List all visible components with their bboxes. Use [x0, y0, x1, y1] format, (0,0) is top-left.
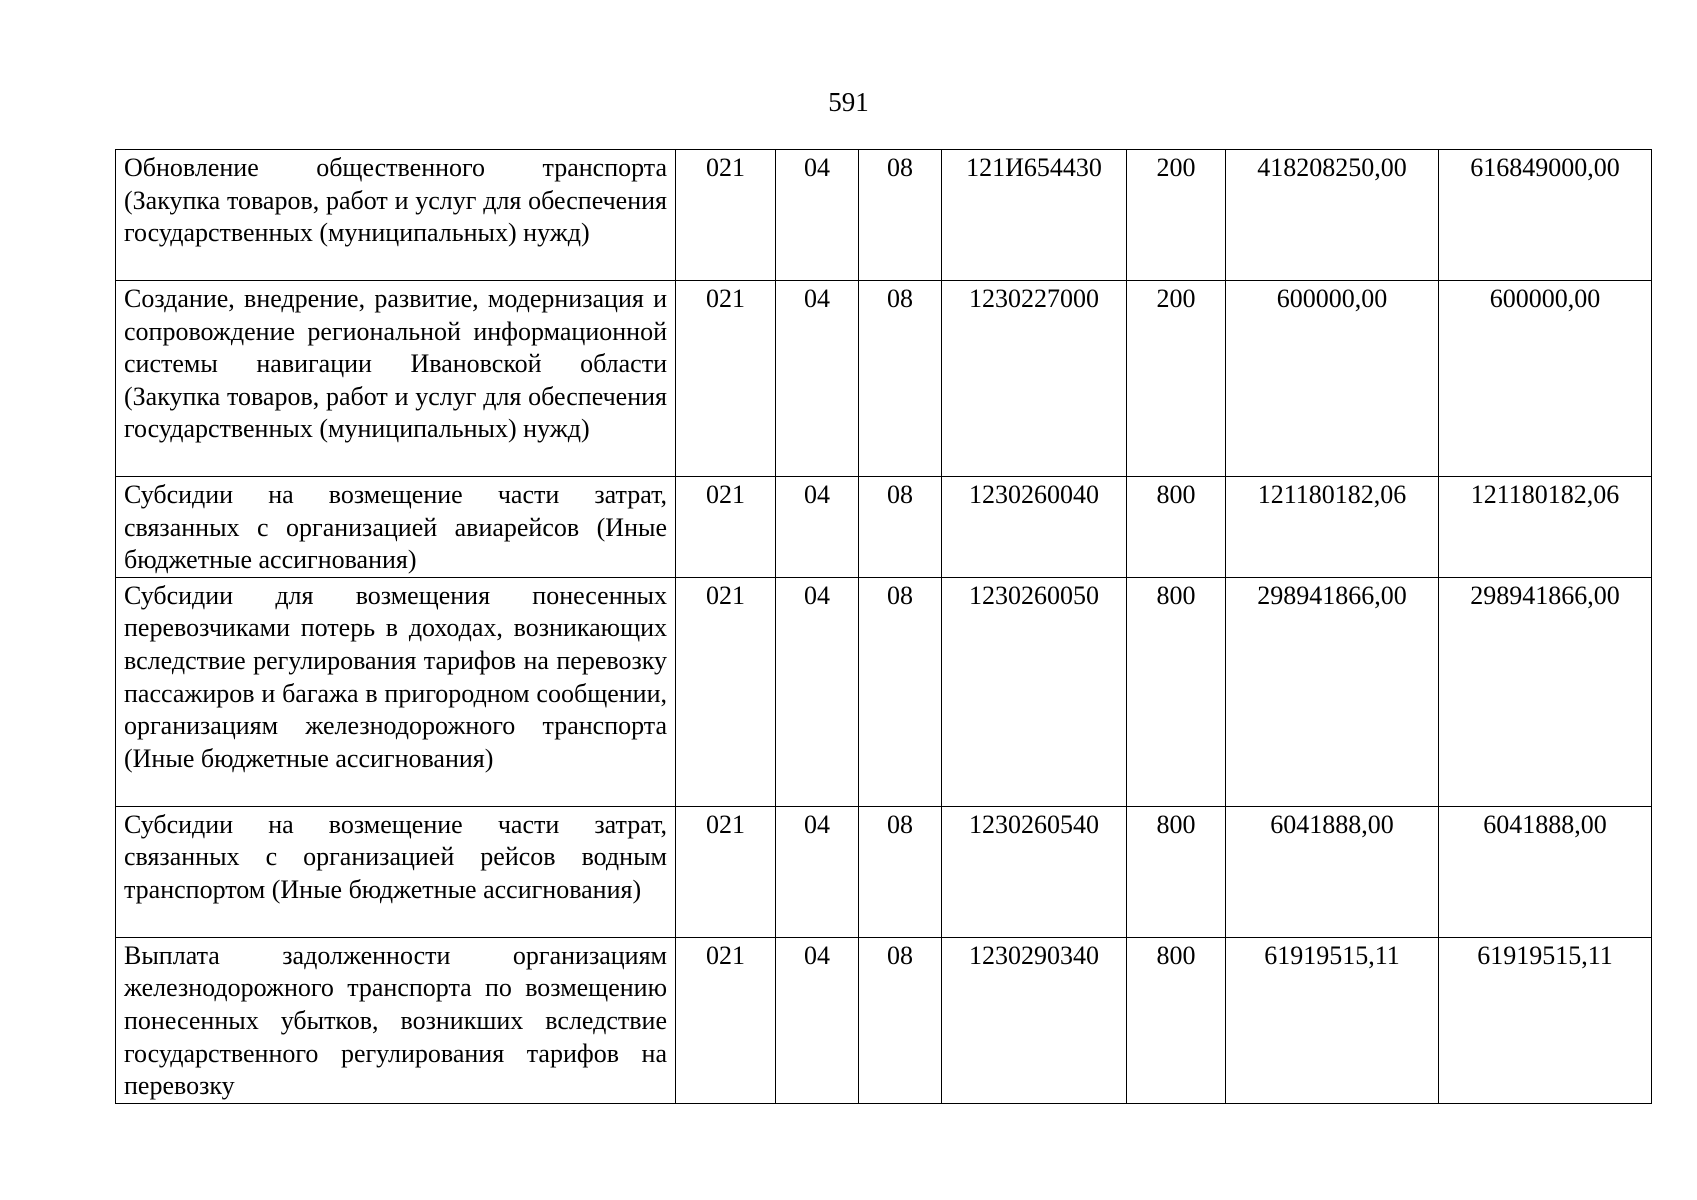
- table-row: [116, 806, 1652, 937]
- amount-year-2: 616849000,00: [1439, 150, 1652, 281]
- subsection-code: 08: [859, 281, 942, 477]
- subsection-code: 08: [859, 150, 942, 281]
- expense-type-code: 800: [1127, 477, 1226, 578]
- expense-type-code: 200: [1127, 150, 1226, 281]
- amount-year-2: 298941866,00: [1439, 577, 1652, 806]
- target-article-code: 1230227000: [942, 281, 1127, 477]
- target-article-code: 121И654430: [942, 150, 1127, 281]
- subsection-code: 08: [859, 937, 942, 1103]
- ministry-code: 021: [676, 806, 776, 937]
- amount-year-1: 6041888,00: [1226, 806, 1439, 937]
- amount-year-2: 61919515,11: [1439, 937, 1652, 1103]
- section-code: 04: [776, 577, 859, 806]
- table-row: [116, 281, 1652, 477]
- target-article-code: 1230260040: [942, 477, 1127, 578]
- expense-type-code: 800: [1127, 806, 1226, 937]
- budget-table: [115, 149, 1652, 1104]
- section-code: 04: [776, 150, 859, 281]
- ministry-code: 021: [676, 937, 776, 1103]
- ministry-code: 021: [676, 150, 776, 281]
- expense-description: Субсидии для возмещения понесенных перевозчиками потерь в доходах, возникающих вследствие регулирования тарифов на перевозку пассажиров и багажа в пригородном сообщении, организациям железнодорожного транспорта (Иные бюджетные ассигнования): [116, 577, 676, 806]
- amount-year-1: 600000,00: [1226, 281, 1439, 477]
- ministry-code: 021: [676, 477, 776, 578]
- expense-description: Создание, внедрение, развитие, модернизация и сопровождение региональной информационной системы навигации Ивановской области (Закупка товаров, работ и услуг для обеспечения государственных (муниципальных) нужд): [116, 281, 676, 477]
- table-row: [116, 477, 1652, 578]
- amount-year-2: 121180182,06: [1439, 477, 1652, 578]
- amount-year-1: 61919515,11: [1226, 937, 1439, 1103]
- section-code: 04: [776, 477, 859, 578]
- subsection-code: 08: [859, 806, 942, 937]
- expense-type-code: 800: [1127, 937, 1226, 1103]
- amount-year-2: 6041888,00: [1439, 806, 1652, 937]
- subsection-code: 08: [859, 477, 942, 578]
- expense-description: Выплата задолженности организациям железнодорожного транспорта по возмещению понесенных убытков, возникших вследствие государственного регулирования тарифов на перевозку: [116, 937, 676, 1103]
- target-article-code: 1230260050: [942, 577, 1127, 806]
- expense-type-code: 800: [1127, 577, 1226, 806]
- expense-type-code: 200: [1127, 281, 1226, 477]
- table-row: [116, 937, 1652, 1103]
- section-code: 04: [776, 281, 859, 477]
- table-row: [116, 150, 1652, 281]
- page-number: 591: [828, 87, 869, 117]
- section-code: 04: [776, 806, 859, 937]
- target-article-code: 1230260540: [942, 806, 1127, 937]
- expense-description: Обновление общественного транспорта (Закупка товаров, работ и услуг для обеспечения государственных (муниципальных) нужд): [116, 150, 676, 281]
- amount-year-2: 600000,00: [1439, 281, 1652, 477]
- amount-year-1: 298941866,00: [1226, 577, 1439, 806]
- ministry-code: 021: [676, 577, 776, 806]
- table-row: [116, 577, 1652, 806]
- amount-year-1: 121180182,06: [1226, 477, 1439, 578]
- section-code: 04: [776, 937, 859, 1103]
- expense-description: Субсидии на возмещение части затрат, связанных с организацией авиарейсов (Иные бюджетные ассигнования): [116, 477, 676, 578]
- amount-year-1: 418208250,00: [1226, 150, 1439, 281]
- expense-description: Субсидии на возмещение части затрат, связанных с организацией рейсов водным транспортом (Иные бюджетные ассигнования): [116, 806, 676, 937]
- target-article-code: 1230290340: [942, 937, 1127, 1103]
- subsection-code: 08: [859, 577, 942, 806]
- ministry-code: 021: [676, 281, 776, 477]
